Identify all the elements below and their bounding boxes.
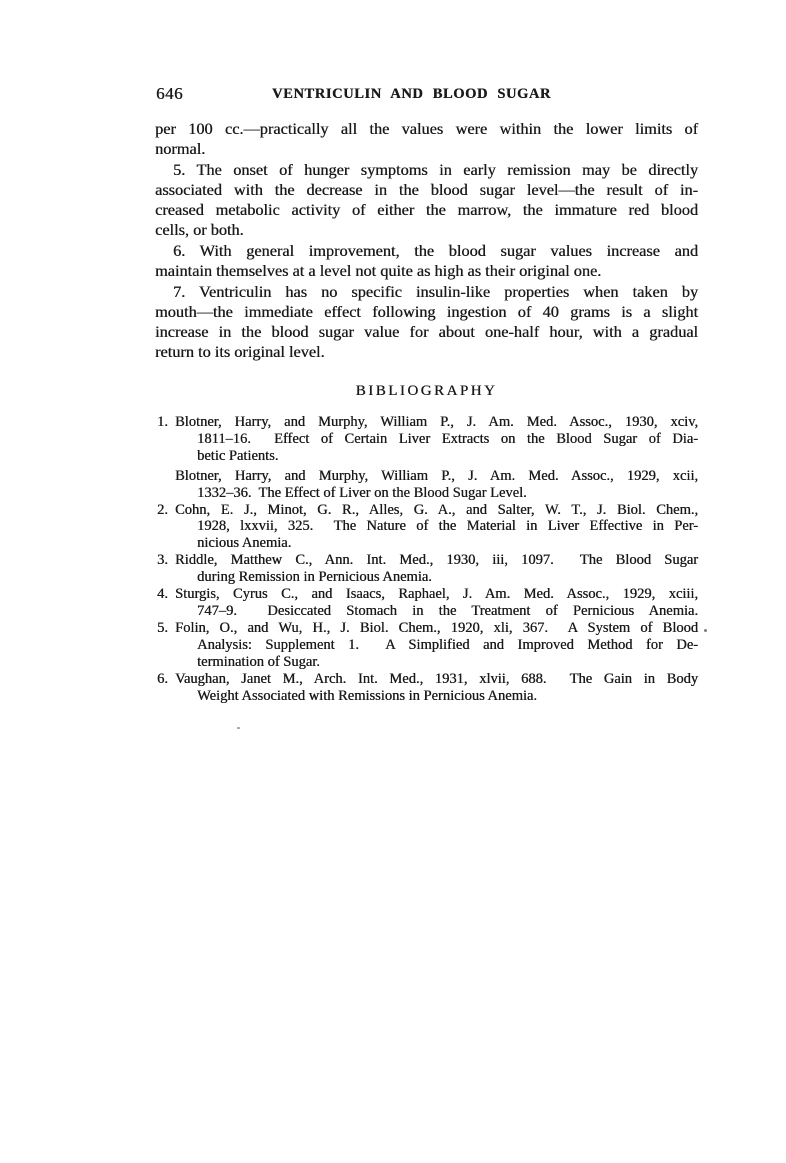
body-line: return to its original level. xyxy=(155,342,325,361)
body-line: cells, or both. xyxy=(155,220,244,239)
body-line: normal. xyxy=(155,139,206,158)
bibliography-list xyxy=(155,414,698,704)
bibliography-entry-line: nicious Anemia. xyxy=(197,535,292,552)
bibliography-entry-line: 1928, lxxvii, 325. The Nature of the Material in Liver Effective in Per- xyxy=(197,518,698,535)
bibliography-entry-line: termination of Sugar. xyxy=(197,653,320,670)
bibliography-entry xyxy=(155,586,698,620)
entry-number: 2. xyxy=(157,501,168,518)
scan-speck xyxy=(237,727,240,729)
bibliography-entry-line: Weight Associated with Remissions in Pernicious Anemia. xyxy=(197,687,537,704)
bibliography-entry xyxy=(155,468,698,502)
bibliography-entry-line: during Remission in Pernicious Anemia. xyxy=(197,569,432,586)
paragraph xyxy=(155,241,698,281)
bibliography-entry-first-line: 5. Folin, O., and Wu, H., J. Biol. Chem., 1920, xli, 367. A System of Blood xyxy=(157,619,698,636)
body-line: creased metabolic activity of either the marrow, the immature red blood xyxy=(155,200,698,219)
bibliography-entry-first-line: Blotner, Harry, and Murphy, William P., J. Am. Med. Assoc., 1929, xcii, xyxy=(175,467,698,484)
bibliography-entry-first-line: 3. Riddle, Matthew C., Ann. Int. Med., 1930, iii, 1097. The Blood Sugar xyxy=(157,552,698,569)
bibliography-entry xyxy=(155,671,698,705)
paragraph xyxy=(155,282,698,362)
scan-speck xyxy=(704,629,707,632)
bibliography-entry-line: 1811–16. Effect of Certain Liver Extracts on the Blood Sugar of Dia- xyxy=(197,430,698,447)
body-line: per 100 cc.—practically all the values were within the lower limits of xyxy=(155,119,698,138)
body-line: increase in the blood sugar value for about one-half hour, with a gradual xyxy=(155,322,698,341)
running-title: VENTRICULIN AND BLOOD SUGAR xyxy=(272,86,551,102)
bibliography-entry-line: betic Patients. xyxy=(197,447,279,464)
bibliography-entry-first-line: 4. Sturgis, Cyrus C., and Isaacs, Raphael, J. Am. Med. Assoc., 1929, xciii, xyxy=(157,586,698,603)
entry-number: 3. xyxy=(157,552,168,569)
page-header xyxy=(155,84,698,104)
paragraph xyxy=(155,160,698,240)
body-line: 7. Ventriculin has no specific insulin-like properties when taken by xyxy=(173,282,698,301)
bibliography-entry xyxy=(155,620,698,671)
bibliography-entry-first-line: 6. Vaughan, Janet M., Arch. Int. Med., 1931, xlvii, 688. The Gain in Body xyxy=(157,670,698,687)
bibliography-entry-line: Analysis: Supplement 1. A Simplified and Improved Method for De- xyxy=(197,636,698,653)
body-line: maintain themselves at a level not quite as high as their original one. xyxy=(155,261,602,280)
bibliography-entry-first-line: 1. Blotner, Harry, and Murphy, William P., J. Am. Med. Assoc., 1930, xciv, xyxy=(157,414,698,430)
bibliography-heading: BIBLIOGRAPHY xyxy=(355,383,498,399)
body-line: mouth—the immediate effect following ingestion of 40 grams is a slight xyxy=(155,302,698,321)
entry-number: 6. xyxy=(157,670,168,687)
entry-number: 1. xyxy=(157,414,168,430)
body-line: associated with the decrease in the blood sugar level—the result of in- xyxy=(155,180,698,199)
paragraph xyxy=(155,119,698,159)
bibliography-entry xyxy=(155,502,698,553)
body-line: 6. With general improvement, the blood sugar values increase and xyxy=(173,241,698,260)
article-text-block xyxy=(155,119,698,704)
entry-number: 5. xyxy=(157,619,168,636)
bibliography-entry-line: 747–9. Desiccated Stomach in the Treatment of Pernicious Anemia. xyxy=(197,602,698,619)
entry-number: 4. xyxy=(157,586,168,603)
body-text xyxy=(155,119,698,362)
body-line: 5. The onset of hunger symptoms in early remission may be directly xyxy=(173,160,698,179)
page-number: 646 xyxy=(156,84,183,103)
bibliography-entry xyxy=(155,552,698,586)
bibliography-entry xyxy=(155,414,698,465)
bibliography-entry-line: 1332–36. The Effect of Liver on the Blood Sugar Level. xyxy=(197,484,527,501)
bibliography-entry-first-line: 2. Cohn, E. J., Minot, G. R., Alles, G. A., and Salter, W. T., J. Biol. Chem., xyxy=(157,501,698,518)
